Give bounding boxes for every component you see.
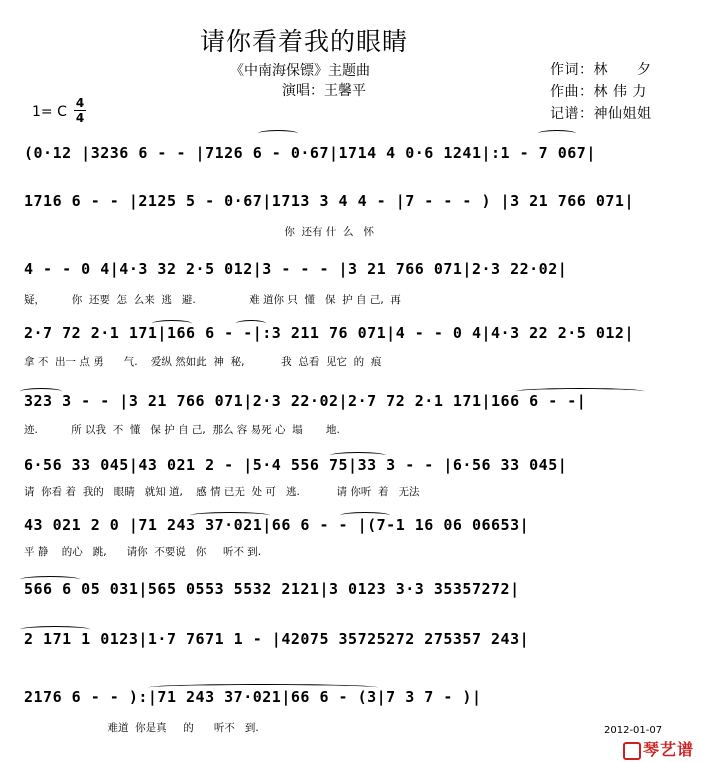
performer-credit: 演唱：王馨平 [282,83,366,99]
lyric-line: 请 你看 着 我的 眼睛 就知 道, 感 情 已无 处 可 逃. 请 你听 着 无法 [24,486,420,498]
slur-mark [152,320,192,327]
slur-mark [236,320,266,327]
site-logo [623,737,694,760]
notation-line: 43 021 2 0 |71 243 37·021|66 6 - - |(7-1 16 06 06653| [24,516,530,534]
notation-line: 323 3 - - |3 21 766 071|2·3 22·02|2·7 72 2·1 171|166 6 - -| [24,392,587,410]
slur-mark [330,452,386,459]
notation-line: 2 171 1 0123|1·7 7671 1 - |42075 35725272 275357 243| [24,630,530,648]
slur-mark [148,684,378,691]
composer-credit: 作曲：林 伟 力 [550,84,647,100]
lyric-line: 疑， 你 还要 怎 么来 逃 避. 难 道你 只 懂 保 护 自 己, 再 [24,294,401,306]
transcriber-credit: 记谱：神仙姐姐 [550,106,652,122]
song-title: 请你看着我的眼睛 [200,27,409,56]
notation-line: (0·12 |3236 6 - - |7126 6 - 0·67|1714 4 0·6 1241|:1 - 7 067| [24,144,596,162]
slur-mark [340,512,390,519]
slur-mark [538,130,576,137]
slur-mark [20,626,90,633]
notation-line: 2·7 72 2·1 171|166 6 - -|:3 211 76 071|4 - - 0 4|4·3 22 2·5 012| [24,324,634,342]
notation-line: 1716 6 - - |2125 5 - 0·67|1713 3 4 4 - |7 - - - ) |3 21 766 071| [24,192,634,210]
lyric-line: 难道 你是真 的 听不 到. [24,722,259,734]
lyric-line: 迹. 所 以我 不 懂 保 护 自 己, 那么 容 易死 心 塌 地. [24,424,340,436]
time-signature [74,97,86,124]
slur-mark [190,512,270,519]
lyricist-credit: 作词：林 夕 [550,62,652,78]
slur-mark [258,130,298,137]
slur-mark [515,388,645,395]
time-signature-numerator: 4 [75,96,85,110]
logo-text: 琴艺谱 [643,740,695,759]
notation-line: 566 6 05 031|565 0553 5532 2121|3 0123 3·3 35357272| [24,580,520,598]
song-subtitle: 《中南海保镖》主题曲 [230,63,370,79]
slur-mark [20,576,80,583]
logo-icon [623,742,641,760]
lyric-line: 平 静 的心 跳, 请你 不要说 你 听不 到. [24,546,262,558]
slur-mark [20,388,62,395]
footer-date: 2012-01-07 [604,725,663,736]
lyric-line: 拿 不 出一 点 勇 气. 爱纵 然如此 神 秘, 我 总看 见它 的 痕 [24,356,382,368]
notation-line: 6·56 33 045|43 021 2 - |5·4 556 75|33 3 - - |6·56 33 045| [24,456,568,474]
time-signature-denominator: 4 [75,111,85,125]
lyric-line: 你 还有 什 么 怀 [24,226,375,238]
notation-line: 2176 6 - - ):|71 243 37·021|66 6 - (3|7 3 7 - )| [24,688,482,706]
key-signature: 1= C [32,104,67,120]
notation-line: 4 - - 0 4|4·3 32 2·5 012|3 - - - |3 21 766 071|2·3 22·02| [24,260,568,278]
